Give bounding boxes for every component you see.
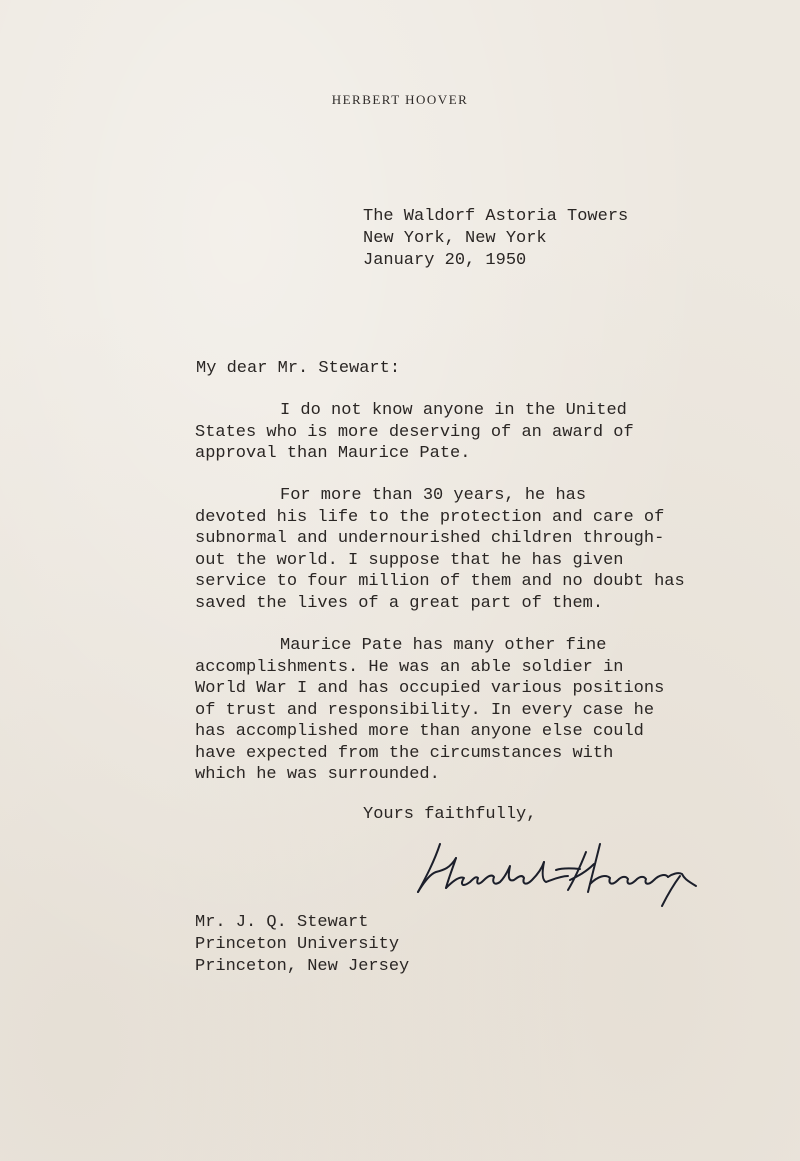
paragraph-line: saved the lives of a great part of them. [195, 593, 604, 613]
body-paragraph-3 [195, 635, 664, 786]
body-paragraph-2 [195, 485, 685, 614]
address-line-1: The Waldorf Astoria Towers [363, 207, 629, 226]
paragraph-line: of trust and responsibility. In every case he [195, 700, 655, 720]
salutation: My dear Mr. Stewart: [196, 359, 401, 378]
recipient-address [195, 912, 409, 978]
paragraph-line: which he was surrounded. [195, 765, 440, 784]
paragraph-line: devoted his life to the protection and care of [195, 507, 665, 527]
letter-date: January 20, 1950 [363, 251, 527, 270]
paragraph-line: have expected from the circumstances with [195, 743, 614, 763]
body-paragraph-1 [195, 400, 634, 465]
paragraph-line: I do not know anyone in the United [280, 401, 627, 420]
closing: Yours faithfully, [363, 805, 537, 824]
paragraph-line: approval than Maurice Pate. [195, 444, 471, 463]
address-line-2: New York, New York [363, 229, 547, 248]
sender-address [363, 206, 628, 272]
paragraph-line: For more than 30 years, he has [280, 486, 587, 505]
paragraph-line: States who is more deserving of an award of [195, 422, 634, 442]
recipient-location: Princeton, New Jersey [195, 957, 410, 976]
paragraph-line: accomplishments. He was an able soldier in [195, 657, 624, 677]
signature-ink [410, 822, 710, 917]
paragraph-line: Maurice Pate has many other fine [280, 636, 607, 655]
recipient-institution: Princeton University [195, 935, 400, 954]
paragraph-line: World War I and has occupied various positions [195, 679, 665, 698]
recipient-name: Mr. J. Q. Stewart [195, 913, 369, 932]
paragraph-line: subnormal and undernourished children through- [195, 529, 665, 548]
signature [410, 822, 710, 917]
paragraph-line: out the world. I suppose that he has given [195, 550, 624, 570]
letterhead: HERBERT HOOVER [331, 92, 469, 107]
paragraph-line: service to four million of them and no doubt has [195, 572, 685, 591]
paragraph-line: has accomplished more than anyone else could [195, 722, 644, 741]
